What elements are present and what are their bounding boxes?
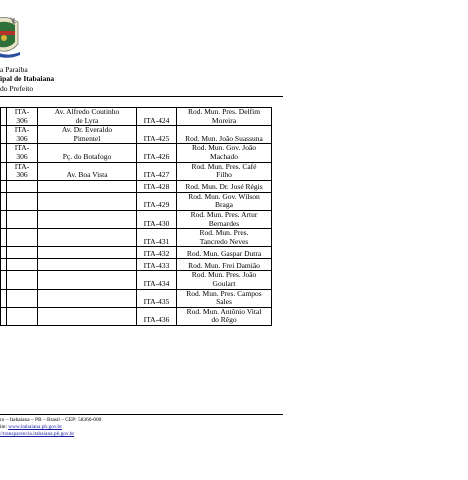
left-code-cell bbox=[7, 229, 38, 247]
right-code-cell: ITA-429 bbox=[137, 192, 177, 210]
table-row bbox=[1, 289, 272, 307]
table-row bbox=[1, 271, 272, 289]
right-street-cell: Rod. Mun. Frei Damião bbox=[177, 259, 272, 271]
right-street-cell: Rod. Mun. Antônio Vital do Rêgo bbox=[177, 307, 272, 325]
left-code-cell: ITA- 306 bbox=[7, 126, 38, 144]
right-code-cell: ITA-434 bbox=[137, 271, 177, 289]
left-code-cell bbox=[7, 289, 38, 307]
right-street-cell: Rod. Mun. Pres. Tancredo Neves bbox=[177, 229, 272, 247]
left-code-cell bbox=[7, 259, 38, 271]
header-municipality-line: ipal de Itabaiana bbox=[0, 74, 55, 83]
right-code-cell: ITA-430 bbox=[137, 210, 177, 228]
left-code-cell: ITA- 306 bbox=[7, 108, 38, 126]
right-code-cell: ITA-433 bbox=[137, 259, 177, 271]
right-code-cell: ITA-425 bbox=[137, 126, 177, 144]
footer-transparency-link[interactable]: //transparencia.itabaiana.pb.gov.br bbox=[0, 431, 75, 437]
left-street-cell bbox=[38, 289, 137, 307]
left-street-cell bbox=[38, 247, 137, 259]
table-row bbox=[1, 180, 272, 192]
right-street-cell: Rod. Mun. Gov. Wilson Braga bbox=[177, 192, 272, 210]
footer-website bbox=[0, 424, 62, 431]
table-row bbox=[1, 210, 272, 228]
municipal-crest-icon bbox=[0, 14, 22, 62]
right-street-cell: Rod. Mun. Pres. Campos Sales bbox=[177, 289, 272, 307]
left-street-cell: Av. Dr. Everaldo Pimentel bbox=[38, 126, 137, 144]
right-street-cell: Rod. Mun. Pres. João Goulart bbox=[177, 271, 272, 289]
left-street-cell bbox=[38, 229, 137, 247]
right-street-cell: Rod. Mun. Pres. Café Filho bbox=[177, 162, 272, 180]
left-code-cell bbox=[7, 192, 38, 210]
left-street-cell bbox=[38, 180, 137, 192]
header-state-line: a Paraíba bbox=[0, 65, 28, 74]
right-street-cell: Rod. Mun. Pres. Delfim Moreira bbox=[177, 108, 272, 126]
left-code-cell bbox=[7, 271, 38, 289]
right-street-cell: Rod. Mun. Pres. Artur Bernardes bbox=[177, 210, 272, 228]
left-street-cell: Av. Alfredo Coutinho de Lyra bbox=[38, 108, 137, 126]
footer-transparency bbox=[0, 431, 74, 438]
table-row bbox=[1, 229, 272, 247]
header-rule bbox=[0, 96, 283, 97]
left-street-cell bbox=[38, 259, 137, 271]
left-code-cell bbox=[7, 247, 38, 259]
footer-address: ro – Itabaiana – PB – Brasil – CEP: 58360-000 bbox=[0, 417, 102, 423]
left-code-cell bbox=[7, 307, 38, 325]
right-code-cell: ITA-427 bbox=[137, 162, 177, 180]
table-row bbox=[1, 108, 272, 126]
left-street-cell: Pç. do Botafogo bbox=[38, 144, 137, 162]
right-street-cell: Rod. Mun. Gov. João Machado bbox=[177, 144, 272, 162]
left-street-cell bbox=[38, 307, 137, 325]
right-code-cell: ITA-424 bbox=[137, 108, 177, 126]
table-row bbox=[1, 162, 272, 180]
right-code-cell: ITA-436 bbox=[137, 307, 177, 325]
footer-website-link[interactable]: www.itabaiana.pb.gov.br bbox=[8, 424, 63, 430]
right-street-cell: Rod. Mun. Dr. José Régis bbox=[177, 180, 272, 192]
left-street-cell bbox=[38, 271, 137, 289]
left-street-cell bbox=[38, 210, 137, 228]
table-row bbox=[1, 247, 272, 259]
table-row bbox=[1, 126, 272, 144]
table-row bbox=[1, 307, 272, 325]
left-code-cell: ITA- 306 bbox=[7, 144, 38, 162]
right-code-cell: ITA-426 bbox=[137, 144, 177, 162]
header-office-line: do Prefeito bbox=[0, 84, 34, 93]
table-row bbox=[1, 144, 272, 162]
table-row bbox=[1, 192, 272, 210]
left-street-cell: Av. Boa Vista bbox=[38, 162, 137, 180]
footer-website-prefix: ite: bbox=[0, 424, 9, 430]
right-code-cell: ITA-435 bbox=[137, 289, 177, 307]
left-code-cell: ITA- 306 bbox=[7, 162, 38, 180]
left-code-cell bbox=[7, 180, 38, 192]
right-street-cell: Rod. Mun. João Suassuna bbox=[177, 126, 272, 144]
right-code-cell: ITA-428 bbox=[137, 180, 177, 192]
footer-rule bbox=[0, 414, 283, 415]
left-code-cell bbox=[7, 210, 38, 228]
street-code-table bbox=[0, 107, 272, 326]
right-street-cell: Rod. Mun. Gaspar Dutra bbox=[177, 247, 272, 259]
table-row bbox=[1, 259, 272, 271]
left-street-cell bbox=[38, 192, 137, 210]
right-code-cell: ITA-431 bbox=[137, 229, 177, 247]
right-code-cell: ITA-432 bbox=[137, 247, 177, 259]
